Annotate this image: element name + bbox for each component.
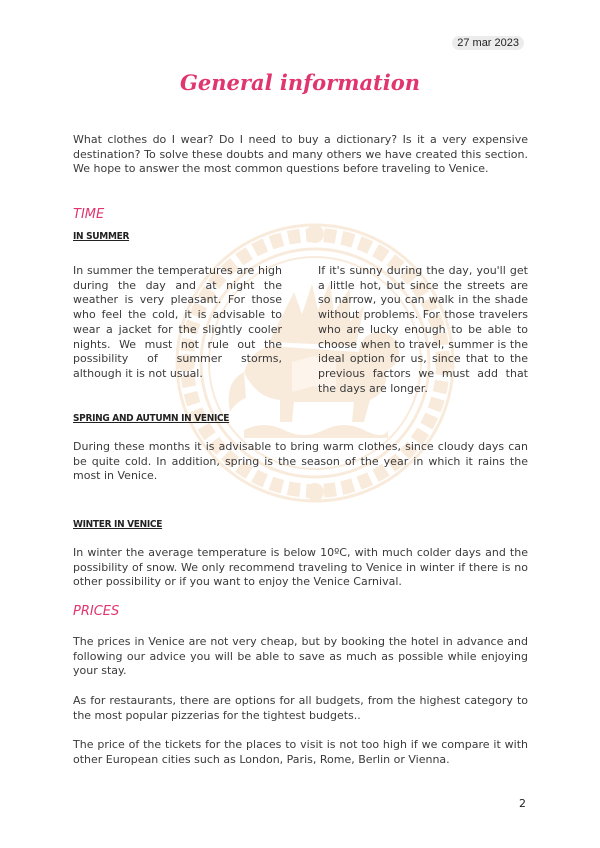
page-number: 2 xyxy=(519,797,526,810)
time-heading: TIME xyxy=(73,207,105,222)
prices-paragraph-2: As for restaurants, there are options for all budgets, from the highest category to the most popular pizzerias for the tightest budgets.. xyxy=(73,694,528,722)
intro-paragraph: What clothes do I wear? Do I need to buy a dictionary? Is it a very expensive destination? To solve these doubts and many others we have created this section. We hope to answer the most common questions before traveling to Venice. xyxy=(73,133,528,176)
spring-autumn-paragraph: During these months it is advisable to bring warm clothes, since cloudy days can be quite cold. In addition, spring is the season of the year in which it rains the most in Venice. xyxy=(73,440,528,483)
page-title: General information xyxy=(179,70,420,95)
prices-paragraph-3: The price of the tickets for the places to visit is not too high if we compare it with other European cities such as London, Paris, Rome, Berlin or Vienna. xyxy=(73,738,528,766)
summer-right-column: If it's sunny during the day, you'll get a little hot, but since the streets are so narrow, you can walk in the shade without problems. For those travelers who are lucky enough to be able to choose when to travel, summer is the ideal option for us, since that to the previous factors we must add that the days are longer. xyxy=(318,264,528,395)
winter-paragraph: In winter the average temperature is below 10ºC, with much colder days and the possibility of snow. We only recommend traveling to Venice in winter if there is no other possibility or if you want to enjoy the Venice Carnival. xyxy=(73,546,528,589)
prices-heading: PRICES xyxy=(73,604,120,619)
spring-autumn-heading: SPRING AND AUTUMN IN VENICE xyxy=(73,413,230,424)
prices-paragraph-1: The prices in Venice are not very cheap, but by booking the hotel in advance and following our advice you will be able to save as much as possible while enjoying your stay. xyxy=(73,635,528,678)
date-badge: 27 mar 2023 xyxy=(452,36,524,50)
winter-heading: WINTER IN VENICE xyxy=(73,519,163,530)
summer-left-column: In summer the temperatures are high during the day and at night the weather is very pleasant. For those who feel the cold, it is advisable to wear a jacket for the slightly cooler nights. We must not rule out the possibility of summer storms, although it is not usual. xyxy=(73,264,282,380)
summer-heading: IN SUMMER xyxy=(73,231,130,242)
